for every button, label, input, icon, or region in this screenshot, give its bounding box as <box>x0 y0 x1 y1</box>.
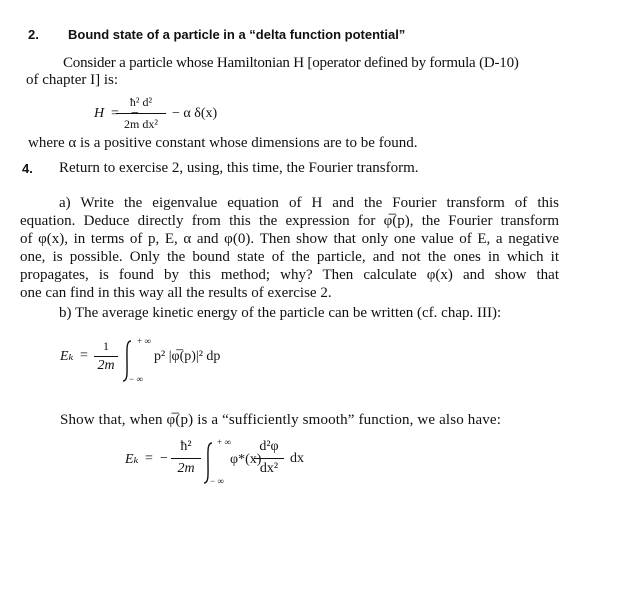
part-a-line-1: a) Write the eigenvalue equation of H and the Fourier transform of this <box>59 195 559 211</box>
part-a-line-2: equation. Deduce directly from this the expression for φ̅(p), the Fourier transform <box>20 213 559 229</box>
formula-1-lower-limit: − ∞ <box>129 374 143 384</box>
part-a-line-4: one, is possible. Only the bound state of the particle, and not the ones in which it <box>20 249 559 265</box>
hamiltonian-denominator: 2m dx² <box>124 117 158 131</box>
formula-1-equals: = <box>80 348 88 363</box>
part-a-line-3: of φ(x), in terms of p, E, α and φ(0). Then show that only one value of E, a negative <box>20 231 559 247</box>
formula-2-integrand: φ*(x) <box>230 452 262 467</box>
formula-2-differential: dx <box>290 451 304 466</box>
formula-2-derivative-numerator: d²φ <box>259 439 279 454</box>
formula-2-fraction-bar <box>171 458 201 459</box>
part-a-line-5: propagates, is found by this method; why? Then calculate φ(x) and show that <box>20 267 559 283</box>
formula-1-denominator: 2m <box>97 358 115 373</box>
hamiltonian-fraction-bar <box>116 113 166 114</box>
part-b-text: b) The average kinetic energy of the particle can be written (cf. chap. III): <box>59 305 502 321</box>
formula-2-lhs: Eₖ <box>125 452 139 467</box>
formula-2-denominator: 2m <box>177 461 195 476</box>
formula-1-lhs: Eₖ <box>60 349 74 364</box>
exercise-2-after-formula: where α is a positive constant whose dimensions are to be found. <box>28 135 418 151</box>
hamiltonian-equals: = <box>111 106 119 121</box>
formula-2-numerator: ħ² <box>180 439 192 454</box>
show-that-text: Show that, when φ̅(p) is a “sufficiently smooth” function, we also have: <box>60 412 502 428</box>
exercise-2-number: 2. <box>28 27 39 42</box>
exercise-2-title: Bound state of a particle in a “delta function potential” <box>68 27 406 42</box>
hamiltonian-numerator: ħ² d² <box>129 95 153 109</box>
formula-2-derivative-bar <box>254 458 284 459</box>
exercise-4-intro: Return to exercise 2, using, this time, the Fourier transform. <box>59 160 419 176</box>
formula-1-integrand: p² |φ̅(p)|² dp <box>154 349 221 364</box>
hamiltonian-potential-term: − α δ(x) <box>172 106 218 121</box>
hamiltonian-lhs: H <box>94 106 105 121</box>
exercise-4-number: 4. <box>22 161 33 176</box>
part-a-line-6: one can find in this way all the results of exercise 2. <box>20 285 332 301</box>
formula-2-minus: − <box>160 451 168 466</box>
formula-1-upper-limit: + ∞ <box>137 336 151 346</box>
formula-2-equals: = <box>145 451 153 466</box>
formula-1-fraction-bar <box>94 356 118 357</box>
formula-1-numerator: 1 <box>103 339 109 353</box>
exercise-2-line-1: Consider a particle whose Hamiltonian H [operator defined by formula (D-10) <box>63 55 519 71</box>
exercise-2-line-2: of chapter I] is: <box>26 72 119 88</box>
formula-2-upper-limit: + ∞ <box>217 437 231 447</box>
hamiltonian-minus: − <box>131 106 139 121</box>
formula-2-derivative-denominator: dx² <box>259 461 279 476</box>
formula-2-lower-limit: − ∞ <box>210 476 224 486</box>
